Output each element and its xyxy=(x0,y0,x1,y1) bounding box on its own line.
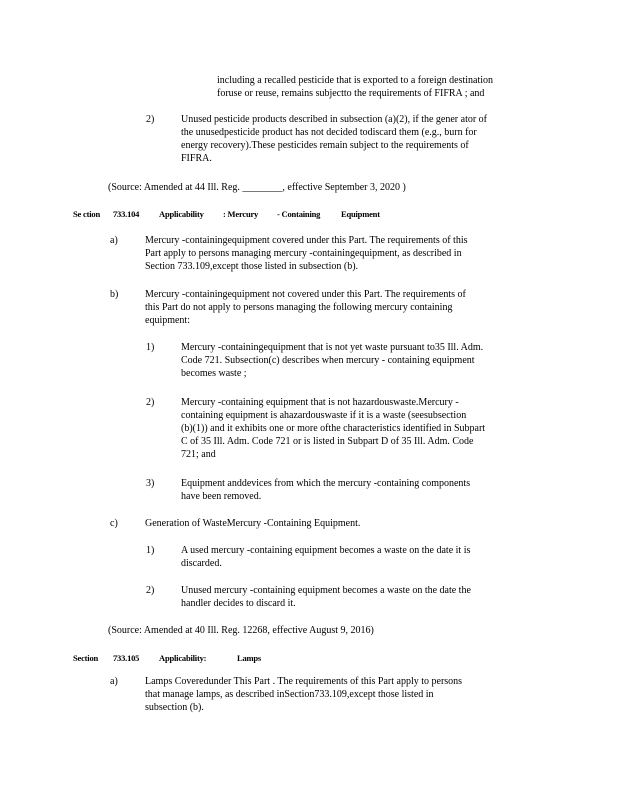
section-title-part: Lamps xyxy=(237,653,262,663)
list-number: 2) xyxy=(146,114,155,125)
text-line: Mercury -containingequipment covered under this Part. The requirements of this xyxy=(145,235,468,246)
text-line: have been removed. xyxy=(181,491,262,502)
text-line: the unusedpesticide product has not decided todiscard them (e.g., burn for xyxy=(181,127,477,138)
section-number: 733.104 xyxy=(113,209,140,219)
list-item-text xyxy=(181,113,487,165)
text-line: Equipment anddevices from which the mercury -containing components xyxy=(181,478,471,489)
list-number: 2) xyxy=(146,397,155,408)
text-line: Lamps Coveredunder This Part . The requirements of this Part apply to persons xyxy=(145,676,463,687)
text-line: Unused pesticide products described in subsection (a)(2), if the gener ator of xyxy=(181,114,488,125)
source-note xyxy=(108,181,406,194)
section-label: Se ction xyxy=(73,209,100,219)
text-line: handler decides to discard it. xyxy=(181,598,296,609)
text-line: that manage lamps, as described inSection733.109,except those listed in xyxy=(145,689,434,700)
list-number: c) xyxy=(110,518,118,529)
list-item-text xyxy=(145,675,462,714)
text-line: foruse or reuse, remains subjectto the requirements of FIFRA ; and xyxy=(217,88,485,99)
text-line: subsection (b). xyxy=(145,702,204,713)
text-line: becomes waste ; xyxy=(181,368,247,379)
section-label: Section xyxy=(73,653,99,663)
text-line: A used mercury -containing equipment becomes a waste on the date it is xyxy=(181,545,471,556)
text-line: including a recalled pesticide that is exported to a foreign destination xyxy=(217,75,494,86)
text-line: Mercury -containing equipment that is not hazardouswaste.Mercury - xyxy=(181,397,459,408)
text-line: Mercury -containingequipment that is not yet waste pursuant to35 Ill. Adm. xyxy=(181,342,484,353)
text-line: C of 35 Ill. Adm. Code 721 or is listed in Subpart D of 35 Ill. Adm. Code xyxy=(181,436,474,447)
section-title-part: : Mercury xyxy=(223,209,259,219)
section-heading xyxy=(73,208,393,220)
text-line: FIFRA. xyxy=(181,153,212,164)
section-title-part: Equipment xyxy=(341,209,380,219)
list-item-text xyxy=(145,517,360,530)
text-line: Part apply to persons managing mercury -containingequipment, as described in xyxy=(145,248,462,259)
list-item-text xyxy=(181,341,483,380)
text-line: Mercury -containingequipment not covered under this Part. The requirements of xyxy=(145,289,466,300)
text-line: equipment: xyxy=(145,315,190,326)
list-number: a) xyxy=(110,235,118,246)
list-number: 3) xyxy=(146,478,155,489)
text-line: (b)(1)) and it exhibits one or more ofthe characteristics identified in Subpart xyxy=(181,423,486,434)
text-line: Generation of WasteMercury -Containing Equipment. xyxy=(145,518,361,529)
section-number: 733.105 xyxy=(113,653,140,663)
list-number: 2) xyxy=(146,585,155,596)
list-item-text xyxy=(181,477,470,503)
text-line: containing equipment is ahazardouswaste if it is a waste (seesubsection xyxy=(181,410,467,421)
source-text: (Source: Amended at 44 Ill. Reg. ________, effective September 3, 2020 ) xyxy=(108,182,406,193)
source-text: (Source: Amended at 40 Ill. Reg. 12268, effective August 9, 2016) xyxy=(108,625,374,636)
section-title: Applicability: xyxy=(159,653,207,663)
text-line: Unused mercury -containing equipment becomes a waste on the date the xyxy=(181,585,471,596)
list-number: 1) xyxy=(146,342,155,353)
list-number: a) xyxy=(110,676,118,687)
text-line: energy recovery).These pesticides remain subject to the requirements of xyxy=(181,140,469,151)
list-item-text xyxy=(145,234,468,273)
list-item-text xyxy=(181,396,485,461)
list-number: 1) xyxy=(146,545,155,556)
text-line: Section 733.109,except those listed in subsection (b). xyxy=(145,261,359,272)
text-line: Code 721. Subsection(c) describes when mercury - containing equipment xyxy=(181,355,475,366)
text-line: 721; and xyxy=(181,449,216,460)
section-heading xyxy=(73,652,293,664)
source-note xyxy=(108,624,374,637)
text-line: this Part do not apply to persons managing the following mercury containing xyxy=(145,302,453,313)
list-item-text xyxy=(181,544,470,570)
list-number: b) xyxy=(110,289,119,300)
list-item-text xyxy=(181,584,471,610)
section-title-part: - Containing xyxy=(277,209,321,219)
intro-continuation xyxy=(217,74,493,100)
section-title: Applicability xyxy=(159,209,204,219)
list-item-text xyxy=(145,288,466,327)
text-line: discarded. xyxy=(181,558,222,569)
